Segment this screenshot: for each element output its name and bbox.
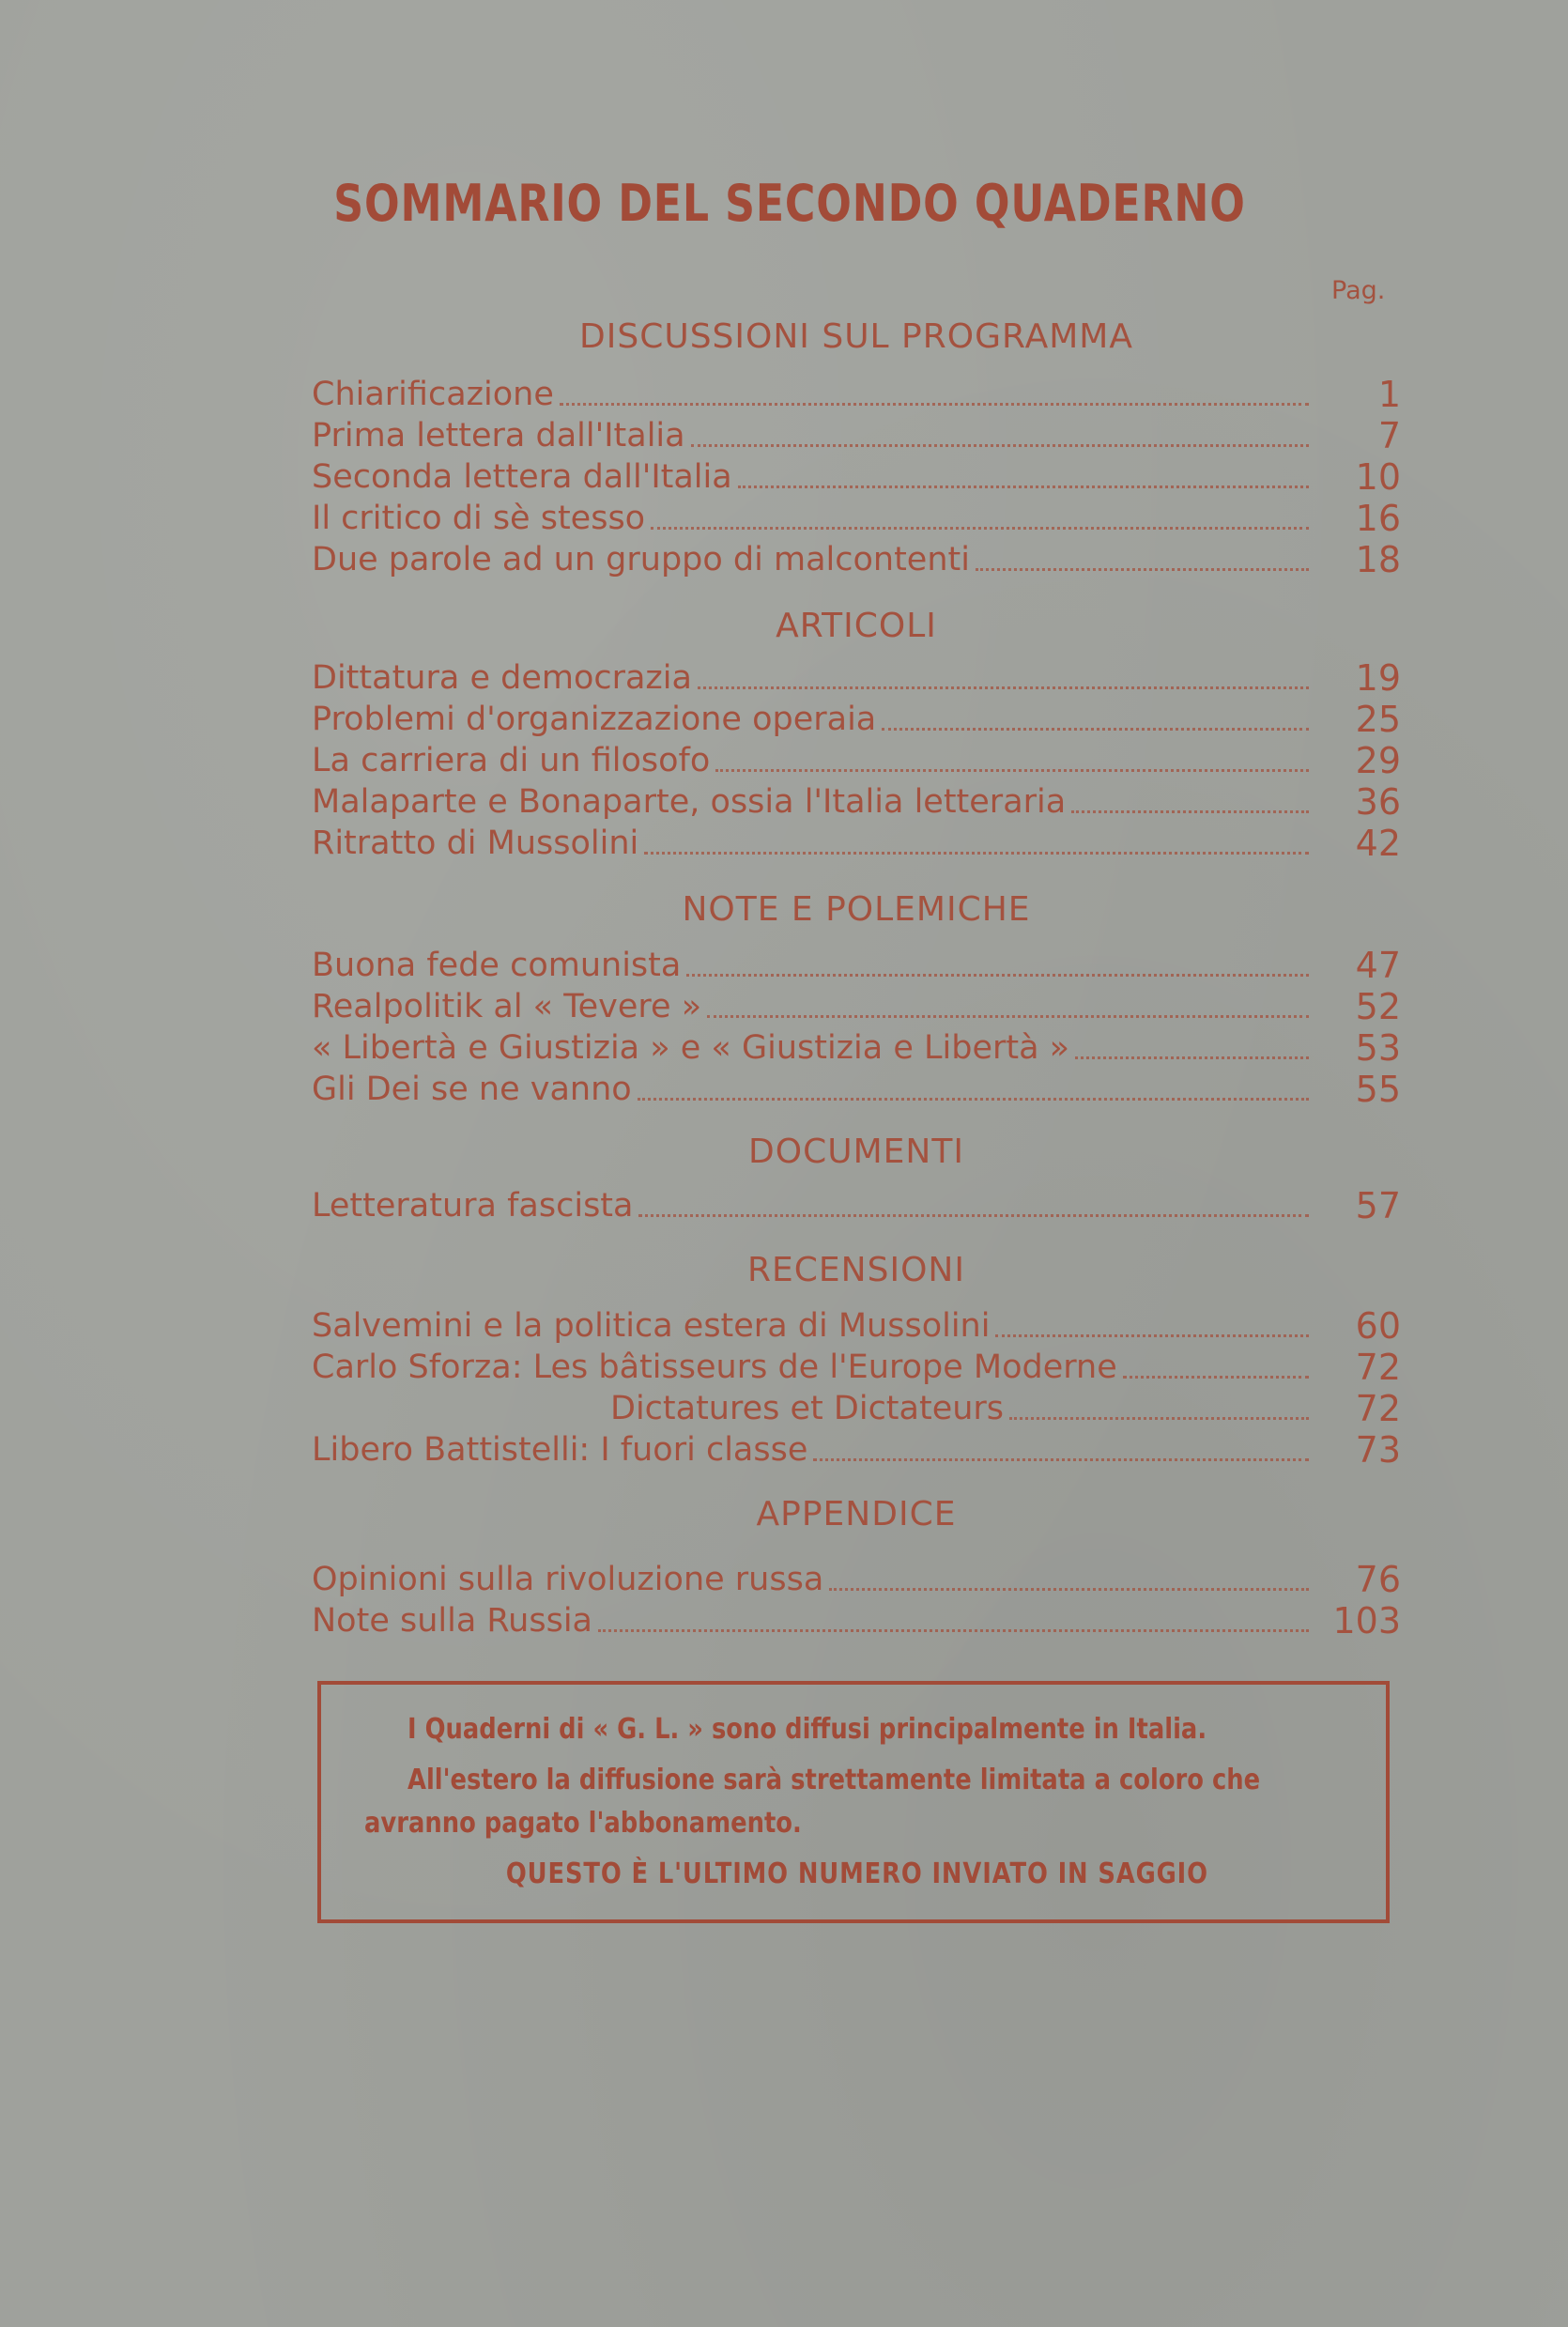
toc-entry-page: 76 [1355, 1559, 1401, 1600]
leader-dots [698, 685, 1309, 689]
toc-entry-page: 53 [1355, 1027, 1401, 1069]
notice-line: I Quaderni di « G. L. » sono diffusi principalmente in Italia. [407, 1713, 1207, 1746]
toc-entry-page: 1 [1377, 374, 1401, 415]
toc-entry-title: Libero Battistelli: I fuori classe [312, 1431, 808, 1469]
toc-entry-title: Opinioni sulla rivoluzione russa [312, 1561, 824, 1598]
toc-entry-page: 25 [1355, 699, 1401, 740]
toc-entry-page: 19 [1355, 657, 1401, 699]
toc-entry-page: 52 [1355, 986, 1401, 1027]
leader-dots [560, 401, 1309, 406]
section-heading-note-e-polemiche: NOTE E POLEMICHE [682, 890, 1031, 929]
section-heading-documenti: DOCUMENTI [748, 1133, 964, 1171]
toc-entry [312, 986, 1401, 1027]
toc-entry-page: 16 [1355, 498, 1401, 539]
toc-entry-title: La carriera di un filosofo [312, 742, 711, 779]
toc-entry [312, 1305, 1401, 1347]
toc-entry [312, 1027, 1401, 1069]
toc-entry [312, 945, 1401, 986]
leader-dots [976, 566, 1309, 571]
toc-entry [312, 539, 1401, 580]
toc-entry-title: Buona fede comunista [312, 947, 682, 984]
toc-entry-page: 36 [1355, 781, 1401, 823]
leader-dots [738, 484, 1309, 488]
toc-entry-page: 7 [1377, 415, 1401, 456]
leader-dots [638, 1212, 1309, 1217]
toc-entry [312, 374, 1401, 415]
toc-entry [312, 498, 1401, 539]
toc-entry-title: Dittatura e democrazia [312, 659, 692, 697]
toc-entry-page: 73 [1355, 1429, 1401, 1471]
toc-entry [312, 1185, 1401, 1226]
toc-entry [312, 740, 1401, 781]
toc-entry [312, 699, 1401, 740]
leader-dots [813, 1456, 1309, 1461]
leader-dots [598, 1627, 1309, 1632]
leader-dots [651, 525, 1309, 530]
toc-entry [312, 781, 1401, 823]
toc-entry-title: Ritratto di Mussolini [312, 824, 639, 862]
leader-dots [707, 1013, 1309, 1018]
toc-entry-title: « Libertà e Giustizia » e « Giustizia e Libertà » [312, 1029, 1070, 1067]
toc-entry-title: Note sulla Russia [312, 1602, 592, 1640]
toc-entry-page: 103 [1332, 1600, 1401, 1641]
toc-entry-title: Gli Dei se ne vanno [312, 1071, 632, 1108]
section-heading-appendice: APPENDICE [756, 1495, 957, 1533]
toc-entry-title: Problemi d'organizzazione operaia [312, 701, 877, 738]
section-heading-recensioni: RECENSIONI [747, 1251, 965, 1289]
leader-dots [644, 850, 1309, 855]
page-title: SOMMARIO DEL SECONDO QUADERNO [333, 174, 1246, 233]
leader-dots [1123, 1374, 1309, 1379]
section-heading-articoli: ARTICOLI [776, 607, 937, 645]
toc-entry-page: 72 [1355, 1347, 1401, 1388]
toc-entry-title: Il critico di sè stesso [312, 500, 646, 537]
toc-entry-title: Letteratura fascista [312, 1187, 634, 1225]
leader-dots [686, 972, 1309, 977]
toc-entry-title: Prima lettera dall'Italia [312, 417, 685, 455]
toc-entry-page: 18 [1355, 539, 1401, 580]
toc-entry [312, 415, 1401, 456]
toc-entry-page: 10 [1355, 456, 1401, 498]
toc-entry-title: Seconda lettera dall'Italia [312, 458, 732, 496]
toc-entry-page: 55 [1355, 1069, 1401, 1110]
toc-entry [312, 1347, 1401, 1388]
toc-entry-title: Dictatures et Dictateurs [610, 1390, 1005, 1427]
toc-entry-page: 47 [1355, 945, 1401, 986]
toc-entry [312, 823, 1401, 864]
leader-dots [995, 1333, 1309, 1337]
toc-entry [312, 1069, 1401, 1110]
toc-entry-page: 72 [1355, 1388, 1401, 1429]
section-heading-discussioni: DISCUSSIONI SUL PROGRAMMA [579, 317, 1133, 356]
leader-dots [1075, 1055, 1309, 1059]
toc-entry-title: Carlo Sforza: Les bâtisseurs de l'Europe Moderne [312, 1348, 1117, 1386]
toc-entry-title: Due parole ad un gruppo di malcontenti [312, 541, 970, 578]
leader-dots [691, 442, 1309, 447]
toc-entry-title: Malaparte e Bonaparte, ossia l'Italia letteraria [312, 783, 1067, 821]
toc-entry [312, 1559, 1401, 1600]
toc-entry [312, 657, 1401, 699]
leader-dots [882, 726, 1309, 731]
toc-entry-page: 29 [1355, 740, 1401, 781]
subscription-notice-box [317, 1681, 1390, 1923]
page-column-label: Pag. [1331, 276, 1386, 305]
toc-entry-title: Chiarificazione [312, 376, 554, 413]
toc-entry-page: 42 [1355, 823, 1401, 864]
toc-entry-title: Realpolitik al « Tevere » [312, 988, 702, 1025]
notice-final-line: QUESTO È L'ULTIMO NUMERO INVIATO IN SAGGIO [505, 1857, 1209, 1890]
toc-entry [312, 1600, 1401, 1641]
toc-entry-page: 57 [1355, 1185, 1401, 1226]
toc-entry [312, 1429, 1401, 1471]
notice-line: avranno pagato l'abbonamento. [364, 1807, 802, 1840]
leader-dots [1071, 809, 1309, 813]
leader-dots [829, 1586, 1309, 1591]
toc-entry-page: 60 [1355, 1305, 1401, 1347]
toc-entry-title: Salvemini e la politica estera di Mussolini [312, 1307, 991, 1345]
leader-dots [638, 1096, 1309, 1101]
leader-dots [1009, 1415, 1309, 1420]
notice-line: All'estero la diffusione sarà strettamente limitata a coloro che [407, 1764, 1261, 1796]
toc-entry [312, 1388, 1401, 1429]
leader-dots [715, 767, 1309, 772]
toc-entry [312, 456, 1401, 498]
